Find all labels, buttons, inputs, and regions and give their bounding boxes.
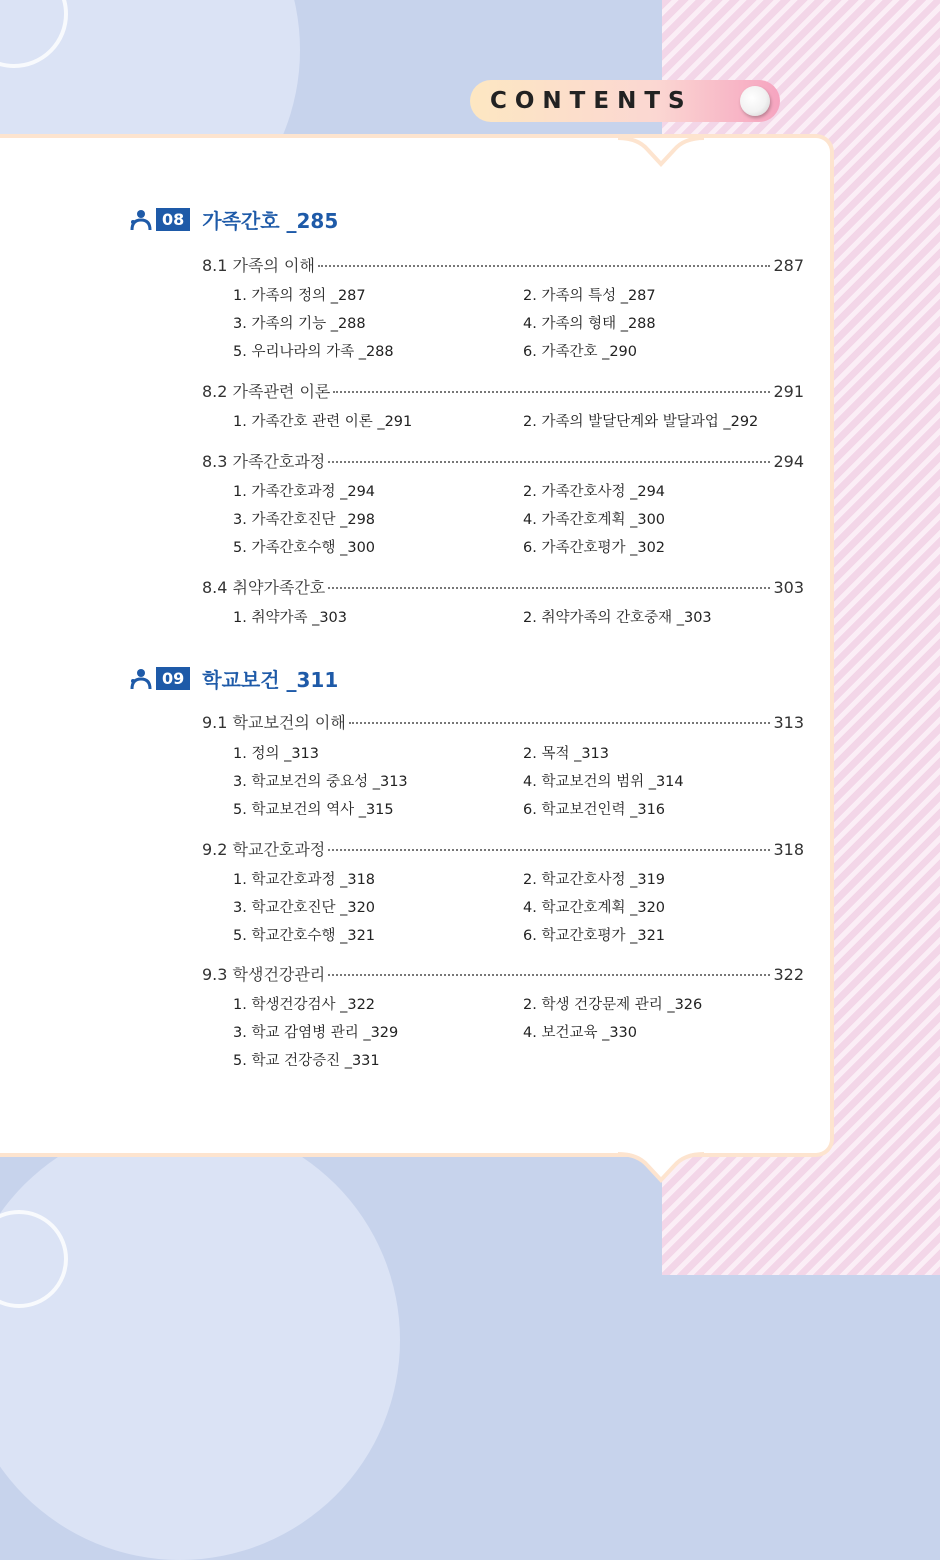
toc-item[interactable]: 3. 학교간호진단 _320 [233,900,376,916]
toc-item[interactable]: 5. 학교보건의 역사 _315 [233,802,394,818]
section-page: 294 [773,452,804,471]
section-title: 9.3 학생건강관리 [202,965,326,984]
toc-item[interactable]: 2. 목적 _313 [523,746,609,762]
toc-item[interactable]: 5. 학교 건강증진 _331 [233,1053,380,1069]
toc-item[interactable]: 3. 가족간호진단 _298 [233,512,376,528]
card-notch-bottom [618,1140,704,1190]
section-page: 303 [773,578,804,597]
toc-item[interactable]: 6. 가족간호 _290 [523,344,638,360]
section-title: 8.4 취약가족간호 [202,578,326,597]
dot-leader [318,265,771,267]
toc-item[interactable]: 4. 가족의 형태 _288 [523,316,656,332]
dot-leader [328,849,770,851]
contents-header [470,80,780,122]
chapter-heading [130,664,338,693]
chapter-heading [130,205,338,234]
section-page: 318 [773,840,804,859]
toc-section[interactable] [202,962,804,985]
section-title: 9.2 학교간호과정 [202,840,326,859]
dot-leader [333,391,770,393]
toc-section[interactable] [202,710,804,733]
toc-item[interactable]: 4. 학교보건의 범위 _314 [523,774,684,790]
toc-item[interactable]: 2. 학생 건강문제 관리 _326 [523,997,703,1013]
toc-item[interactable]: 6. 학교간호평가 _321 [523,928,666,944]
card-notch-top [618,118,704,168]
toc-section[interactable] [202,837,804,860]
toc-section[interactable] [202,379,804,402]
toc-item[interactable]: 1. 학교간호과정 _318 [233,872,376,888]
section-page: 291 [773,382,804,401]
section-page: 287 [773,256,804,275]
section-title: 8.3 가족간호과정 [202,452,326,471]
toc-item[interactable]: 2. 가족의 발달단계와 발달과업 _292 [523,414,759,430]
toc-item[interactable]: 6. 가족간호평가 _302 [523,540,666,556]
toc-item[interactable]: 3. 학교보건의 중요성 _313 [233,774,408,790]
toc-section[interactable] [202,449,804,472]
toc-item[interactable]: 5. 가족간호수행 _300 [233,540,376,556]
toc-item[interactable]: 4. 가족간호계획 _300 [523,512,666,528]
toc-item[interactable]: 1. 가족간호과정 _294 [233,484,376,500]
chapter-number: 09 [156,667,190,690]
toc-section[interactable] [202,575,804,598]
toc-item[interactable]: 5. 학교간호수행 _321 [233,928,376,944]
contents-title: CONTENTS [490,88,693,114]
person-icon [130,208,152,232]
chapter-title: 학교보건 _311 [202,668,339,692]
section-title: 9.1 학교보건의 이해 [202,713,346,732]
section-page: 313 [773,713,804,732]
toc-item[interactable]: 3. 학교 감염병 관리 _329 [233,1025,399,1041]
toc-item[interactable]: 4. 보건교육 _330 [523,1025,638,1041]
contents-card [0,138,830,1153]
toc-item[interactable]: 1. 가족간호 관련 이론 _291 [233,414,413,430]
chapter-title: 가족간호 _285 [202,209,339,233]
toc-item[interactable]: 1. 학생건강검사 _322 [233,997,376,1013]
dot-leader [328,974,770,976]
toc-section[interactable] [202,253,804,276]
toc-item[interactable]: 1. 취약가족 _303 [233,610,348,626]
toc-item[interactable]: 2. 가족의 특성 _287 [523,288,656,304]
toc-item[interactable]: 6. 학교보건인력 _316 [523,802,666,818]
person-icon [130,667,152,691]
section-title: 8.2 가족관련 이론 [202,382,331,401]
ball-icon [740,86,770,116]
dot-leader [328,587,770,589]
toc-item[interactable]: 2. 가족간호사정 _294 [523,484,666,500]
toc-item[interactable]: 5. 우리나라의 가족 _288 [233,344,394,360]
toc-item[interactable]: 2. 학교간호사정 _319 [523,872,666,888]
section-page: 322 [773,965,804,984]
toc-item[interactable]: 1. 정의 _313 [233,746,319,762]
toc-item[interactable]: 2. 취약가족의 간호중재 _303 [523,610,712,626]
toc-item[interactable]: 3. 가족의 기능 _288 [233,316,366,332]
toc-item[interactable]: 1. 가족의 정의 _287 [233,288,366,304]
section-title: 8.1 가족의 이해 [202,256,315,275]
chapter-number: 08 [156,208,190,231]
dot-leader [328,461,770,463]
dot-leader [349,722,771,724]
toc-item[interactable]: 4. 학교간호계획 _320 [523,900,666,916]
